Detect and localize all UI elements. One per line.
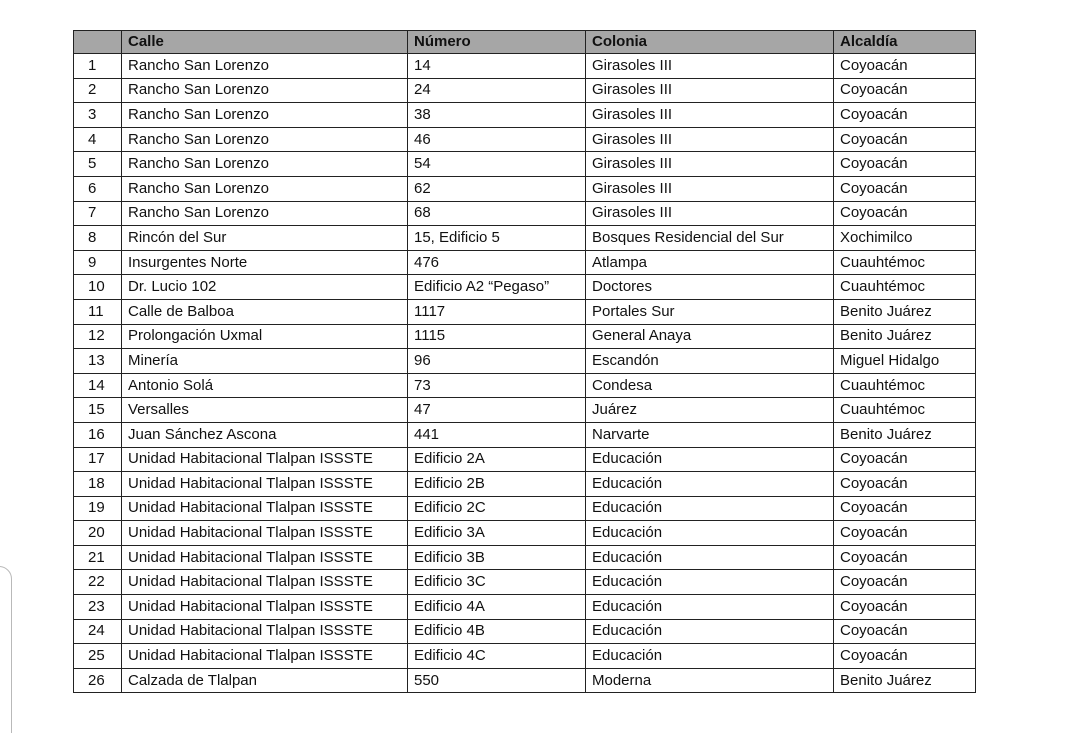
row-index: 24 — [74, 619, 122, 644]
numero-cell: Edificio A2 “Pegaso” — [408, 275, 586, 300]
colonia-cell: Girasoles III — [586, 176, 834, 201]
table-row — [74, 127, 976, 152]
alcaldia-cell: Miguel Hidalgo — [834, 349, 976, 374]
row-index: 19 — [74, 496, 122, 521]
alcaldia-cell: Benito Juárez — [834, 299, 976, 324]
calle-cell: Unidad Habitacional Tlalpan ISSSTE — [122, 496, 408, 521]
numero-cell: 46 — [408, 127, 586, 152]
alcaldia-cell: Benito Juárez — [834, 422, 976, 447]
table-row — [74, 54, 976, 79]
numero-cell: 1117 — [408, 299, 586, 324]
calle-cell: Insurgentes Norte — [122, 250, 408, 275]
numero-cell: Edificio 2A — [408, 447, 586, 472]
calle-cell: Rancho San Lorenzo — [122, 54, 408, 79]
table-row — [74, 570, 976, 595]
row-index: 20 — [74, 521, 122, 546]
calle-cell: Unidad Habitacional Tlalpan ISSSTE — [122, 521, 408, 546]
row-index: 4 — [74, 127, 122, 152]
table-body — [74, 54, 976, 693]
alcaldia-cell: Cuauhtémoc — [834, 373, 976, 398]
table-row — [74, 644, 976, 669]
table-row — [74, 226, 976, 251]
colonia-cell: Girasoles III — [586, 152, 834, 177]
table-row — [74, 595, 976, 620]
numero-cell: 550 — [408, 668, 586, 693]
numero-cell: Edificio 2B — [408, 472, 586, 497]
colonia-cell: Girasoles III — [586, 78, 834, 103]
numero-cell: 1115 — [408, 324, 586, 349]
colonia-cell: Girasoles III — [586, 127, 834, 152]
alcaldia-cell: Coyoacán — [834, 619, 976, 644]
colonia-cell: Educación — [586, 570, 834, 595]
table-row — [74, 152, 976, 177]
calle-cell: Unidad Habitacional Tlalpan ISSSTE — [122, 472, 408, 497]
row-index: 17 — [74, 447, 122, 472]
numero-cell: 15, Edificio 5 — [408, 226, 586, 251]
calle-cell: Prolongación Uxmal — [122, 324, 408, 349]
row-index: 7 — [74, 201, 122, 226]
alcaldia-cell: Coyoacán — [834, 176, 976, 201]
calle-cell: Dr. Lucio 102 — [122, 275, 408, 300]
colonia-cell: Girasoles III — [586, 103, 834, 128]
row-index: 2 — [74, 78, 122, 103]
row-index: 6 — [74, 176, 122, 201]
row-index: 16 — [74, 422, 122, 447]
alcaldia-cell: Xochimilco — [834, 226, 976, 251]
calle-cell: Rancho San Lorenzo — [122, 152, 408, 177]
colonia-cell: Educación — [586, 521, 834, 546]
numero-cell: Edificio 4B — [408, 619, 586, 644]
table-row — [74, 349, 976, 374]
table-row — [74, 422, 976, 447]
table-row — [74, 275, 976, 300]
calle-cell: Unidad Habitacional Tlalpan ISSSTE — [122, 570, 408, 595]
colonia-cell: General Anaya — [586, 324, 834, 349]
table-row — [74, 496, 976, 521]
row-index: 18 — [74, 472, 122, 497]
table-row — [74, 447, 976, 472]
alcaldia-cell: Coyoacán — [834, 103, 976, 128]
header-alcaldia: Alcaldía — [834, 31, 976, 54]
numero-cell: 54 — [408, 152, 586, 177]
calle-cell: Calle de Balboa — [122, 299, 408, 324]
colonia-cell: Girasoles III — [586, 201, 834, 226]
table-row — [74, 176, 976, 201]
row-index: 11 — [74, 299, 122, 324]
numero-cell: 38 — [408, 103, 586, 128]
colonia-cell: Escandón — [586, 349, 834, 374]
colonia-cell: Atlampa — [586, 250, 834, 275]
alcaldia-cell: Coyoacán — [834, 78, 976, 103]
row-index: 8 — [74, 226, 122, 251]
numero-cell: Edificio 3C — [408, 570, 586, 595]
alcaldia-cell: Coyoacán — [834, 54, 976, 79]
row-index: 13 — [74, 349, 122, 374]
table-row — [74, 373, 976, 398]
row-index: 14 — [74, 373, 122, 398]
colonia-cell: Educación — [586, 447, 834, 472]
table-row — [74, 398, 976, 423]
colonia-cell: Educación — [586, 545, 834, 570]
table-header-row — [74, 31, 976, 54]
row-index: 9 — [74, 250, 122, 275]
numero-cell: 47 — [408, 398, 586, 423]
colonia-cell: Educación — [586, 619, 834, 644]
alcaldia-cell: Cuauhtémoc — [834, 398, 976, 423]
calle-cell: Rancho San Lorenzo — [122, 78, 408, 103]
row-index: 12 — [74, 324, 122, 349]
numero-cell: 73 — [408, 373, 586, 398]
table-row — [74, 103, 976, 128]
numero-cell: 24 — [408, 78, 586, 103]
calle-cell: Calzada de Tlalpan — [122, 668, 408, 693]
alcaldia-cell: Coyoacán — [834, 447, 976, 472]
row-index: 22 — [74, 570, 122, 595]
row-index: 23 — [74, 595, 122, 620]
calle-cell: Rancho San Lorenzo — [122, 201, 408, 226]
colonia-cell: Condesa — [586, 373, 834, 398]
alcaldia-cell: Benito Juárez — [834, 668, 976, 693]
calle-cell: Minería — [122, 349, 408, 374]
colonia-cell: Doctores — [586, 275, 834, 300]
alcaldia-cell: Benito Juárez — [834, 324, 976, 349]
alcaldia-cell: Cuauhtémoc — [834, 275, 976, 300]
alcaldia-cell: Coyoacán — [834, 152, 976, 177]
calle-cell: Rincón del Sur — [122, 226, 408, 251]
table-row — [74, 521, 976, 546]
colonia-cell: Narvarte — [586, 422, 834, 447]
numero-cell: Edificio 4C — [408, 644, 586, 669]
alcaldia-cell: Coyoacán — [834, 545, 976, 570]
calle-cell: Rancho San Lorenzo — [122, 176, 408, 201]
colonia-cell: Bosques Residencial del Sur — [586, 226, 834, 251]
numero-cell: 441 — [408, 422, 586, 447]
colonia-cell: Educación — [586, 644, 834, 669]
numero-cell: Edificio 3B — [408, 545, 586, 570]
alcaldia-cell: Cuauhtémoc — [834, 250, 976, 275]
address-table — [73, 30, 976, 693]
table-row — [74, 668, 976, 693]
table-row — [74, 472, 976, 497]
row-index: 15 — [74, 398, 122, 423]
colonia-cell: Moderna — [586, 668, 834, 693]
header-colonia: Colonia — [586, 31, 834, 54]
alcaldia-cell: Coyoacán — [834, 644, 976, 669]
colonia-cell: Girasoles III — [586, 54, 834, 79]
calle-cell: Rancho San Lorenzo — [122, 103, 408, 128]
calle-cell: Versalles — [122, 398, 408, 423]
calle-cell: Unidad Habitacional Tlalpan ISSSTE — [122, 619, 408, 644]
header-calle: Calle — [122, 31, 408, 54]
calle-cell: Unidad Habitacional Tlalpan ISSSTE — [122, 447, 408, 472]
numero-cell: Edificio 2C — [408, 496, 586, 521]
numero-cell: 14 — [408, 54, 586, 79]
alcaldia-cell: Coyoacán — [834, 521, 976, 546]
colonia-cell: Educación — [586, 595, 834, 620]
table-row — [74, 250, 976, 275]
alcaldia-cell: Coyoacán — [834, 472, 976, 497]
calle-cell: Unidad Habitacional Tlalpan ISSSTE — [122, 545, 408, 570]
row-index: 26 — [74, 668, 122, 693]
calle-cell: Unidad Habitacional Tlalpan ISSSTE — [122, 595, 408, 620]
numero-cell: Edificio 3A — [408, 521, 586, 546]
numero-cell: Edificio 4A — [408, 595, 586, 620]
row-index: 10 — [74, 275, 122, 300]
colonia-cell: Portales Sur — [586, 299, 834, 324]
row-index: 25 — [74, 644, 122, 669]
table-row — [74, 78, 976, 103]
table-row — [74, 201, 976, 226]
numero-cell: 68 — [408, 201, 586, 226]
calle-cell: Rancho San Lorenzo — [122, 127, 408, 152]
calle-cell: Juan Sánchez Ascona — [122, 422, 408, 447]
colonia-cell: Juárez — [586, 398, 834, 423]
calle-cell: Antonio Solá — [122, 373, 408, 398]
calle-cell: Unidad Habitacional Tlalpan ISSSTE — [122, 644, 408, 669]
alcaldia-cell: Coyoacán — [834, 127, 976, 152]
numero-cell: 96 — [408, 349, 586, 374]
page-edge — [0, 566, 12, 733]
header-index — [74, 31, 122, 54]
colonia-cell: Educación — [586, 472, 834, 497]
table-row — [74, 619, 976, 644]
colonia-cell: Educación — [586, 496, 834, 521]
row-index: 21 — [74, 545, 122, 570]
numero-cell: 62 — [408, 176, 586, 201]
table-row — [74, 545, 976, 570]
row-index: 1 — [74, 54, 122, 79]
table-row — [74, 299, 976, 324]
alcaldia-cell: Coyoacán — [834, 570, 976, 595]
row-index: 5 — [74, 152, 122, 177]
alcaldia-cell: Coyoacán — [834, 496, 976, 521]
row-index: 3 — [74, 103, 122, 128]
alcaldia-cell: Coyoacán — [834, 595, 976, 620]
header-numero: Número — [408, 31, 586, 54]
alcaldia-cell: Coyoacán — [834, 201, 976, 226]
table-row — [74, 324, 976, 349]
numero-cell: 476 — [408, 250, 586, 275]
